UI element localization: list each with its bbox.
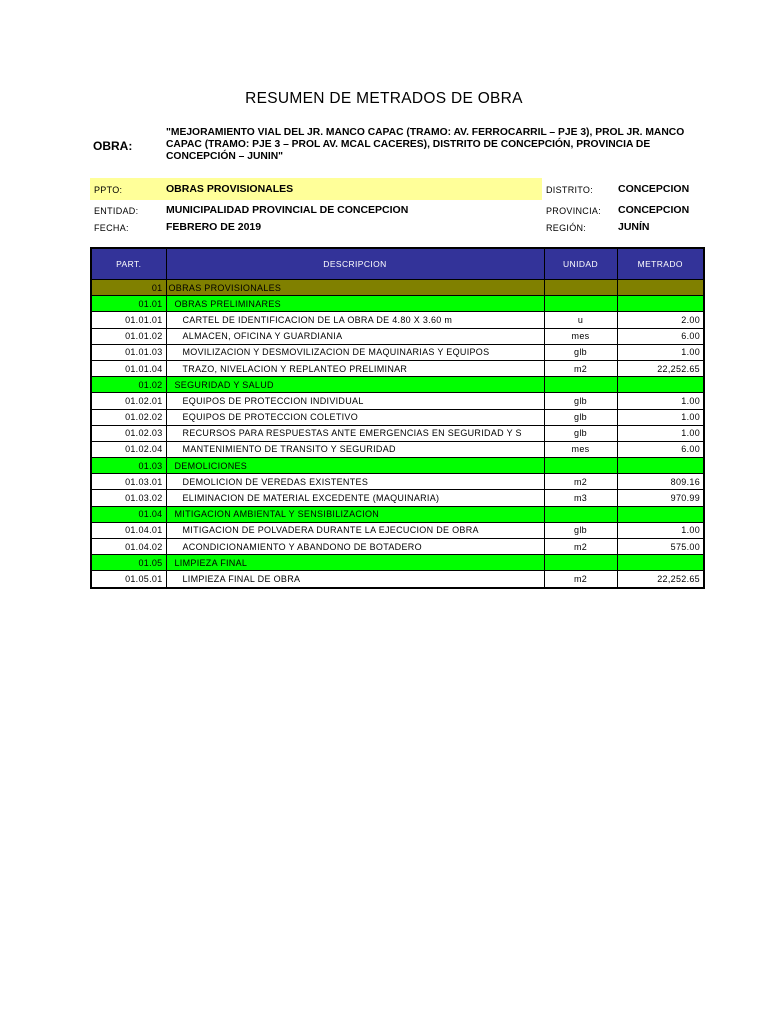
metrado-cell: 1.00 (617, 409, 704, 425)
table-row (91, 571, 704, 588)
unit-cell: m2 (544, 474, 617, 490)
col-header-metrado: METRADO (617, 248, 704, 280)
part-cell: 01.01.04 (91, 360, 166, 376)
table-subtitle-row (91, 506, 704, 522)
part-cell: 01 (91, 280, 166, 296)
unit-cell: glb (544, 393, 617, 409)
part-cell: 01.04.02 (91, 539, 166, 555)
table-subtitle-row (91, 458, 704, 474)
distrito-label: DISTRITO: (546, 185, 594, 195)
unit-cell: m2 (544, 539, 617, 555)
metrado-cell: 1.00 (617, 522, 704, 538)
ppto-highlight (90, 178, 542, 200)
unit-cell (544, 296, 617, 312)
part-cell: 01.05.01 (91, 571, 166, 588)
metrados-table (90, 247, 705, 589)
page-title: RESUMEN DE METRADOS DE OBRA (245, 90, 523, 107)
metrado-cell: 809.16 (617, 474, 704, 490)
obra-description: "MEJORAMIENTO VIAL DEL JR. MANCO CAPAC (TRAMO: AV. FERROCARRIL – PJE 3), PROL JR. MANCO CAPAC (TRAMO: PJE 3 – PROL AV. MCAL CACERES), DISTRITO DE CONCEPCIÓN, PROVINCIA DE CONCEPCIÓN – JUNIN" (166, 127, 685, 162)
distrito-value: CONCEPCION (618, 183, 690, 195)
unit-cell: glb (544, 425, 617, 441)
metrado-cell: 1.00 (617, 425, 704, 441)
table-row (91, 522, 704, 538)
description-cell: EQUIPOS DE PROTECCION INDIVIDUAL (166, 393, 544, 409)
fecha-value: FEBRERO DE 2019 (166, 221, 262, 233)
description-cell: MITIGACION AMBIENTAL Y SENSIBILIZACION (166, 506, 544, 522)
metrado-cell: 6.00 (617, 328, 704, 344)
unit-cell: mes (544, 441, 617, 457)
table-row (91, 328, 704, 344)
description-cell: OBRAS PRELIMINARES (166, 296, 544, 312)
table-row (91, 539, 704, 555)
part-cell: 01.01.03 (91, 344, 166, 360)
table-row (91, 393, 704, 409)
description-cell: LIMPIEZA FINAL DE OBRA (166, 571, 544, 588)
description-cell: ACONDICIONAMIENTO Y ABANDONO DE BOTADERO (166, 539, 544, 555)
unit-cell: mes (544, 328, 617, 344)
unit-cell (544, 458, 617, 474)
metrado-cell: 1.00 (617, 344, 704, 360)
metrado-cell (617, 555, 704, 571)
description-cell: OBRAS PROVISIONALES (166, 280, 544, 296)
part-cell: 01.02 (91, 377, 166, 393)
description-cell: LIMPIEZA FINAL (166, 555, 544, 571)
col-header-unidad: UNIDAD (544, 248, 617, 280)
metrado-cell: 22,252.65 (617, 360, 704, 376)
table-row (91, 425, 704, 441)
fecha-label: FECHA: (94, 223, 129, 233)
table-header-row (91, 248, 704, 280)
unit-cell: m3 (544, 490, 617, 506)
table-row (91, 490, 704, 506)
description-cell: DEMOLICION DE VEREDAS EXISTENTES (166, 474, 544, 490)
description-cell: MANTENIMIENTO DE TRANSITO Y SEGURIDAD (166, 441, 544, 457)
part-cell: 01.03.01 (91, 474, 166, 490)
part-cell: 01.05 (91, 555, 166, 571)
description-cell: EQUIPOS DE PROTECCION COLETIVO (166, 409, 544, 425)
description-cell: CARTEL DE IDENTIFICACION DE LA OBRA DE 4.80 X 3.60 m (166, 312, 544, 328)
part-cell: 01.04 (91, 506, 166, 522)
ppto-label: PPTO: (94, 185, 123, 195)
metrado-cell: 6.00 (617, 441, 704, 457)
table-body (91, 280, 704, 588)
unit-cell: u (544, 312, 617, 328)
provincia-label: PROVINCIA: (546, 206, 602, 216)
unit-cell: m2 (544, 360, 617, 376)
description-cell: SEGURIDAD Y SALUD (166, 377, 544, 393)
metrado-cell: 970.99 (617, 490, 704, 506)
metrado-cell: 2.00 (617, 312, 704, 328)
obra-label: OBRA: (93, 139, 133, 153)
metrado-cell (617, 506, 704, 522)
col-header-part: PART. (91, 248, 166, 280)
region-value: JUNÍN (618, 221, 650, 233)
description-cell: MOVILIZACION Y DESMOVILIZACION DE MAQUINARIAS Y EQUIPOS (166, 344, 544, 360)
unit-cell: m2 (544, 571, 617, 588)
metrado-cell (617, 296, 704, 312)
part-cell: 01.04.01 (91, 522, 166, 538)
table-row (91, 474, 704, 490)
part-cell: 01.01.01 (91, 312, 166, 328)
unit-cell (544, 377, 617, 393)
part-cell: 01.02.04 (91, 441, 166, 457)
col-header-descripcion: DESCRIPCION (166, 248, 544, 280)
description-cell: RECURSOS PARA RESPUESTAS ANTE EMERGENCIAS EN SEGURIDAD Y S (166, 425, 544, 441)
unit-cell: glb (544, 344, 617, 360)
unit-cell (544, 506, 617, 522)
part-cell: 01.02.02 (91, 409, 166, 425)
description-cell: MITIGACION DE POLVADERA DURANTE LA EJECUCION DE OBRA (166, 522, 544, 538)
table-title-row (91, 280, 704, 296)
metrado-cell: 22,252.65 (617, 571, 704, 588)
provincia-value: CONCEPCION (618, 204, 690, 216)
table-subtitle-row (91, 377, 704, 393)
table-subtitle-row (91, 296, 704, 312)
description-cell: ALMACEN, OFICINA Y GUARDIANIA (166, 328, 544, 344)
unit-cell (544, 280, 617, 296)
table-row (91, 360, 704, 376)
metrado-cell: 1.00 (617, 393, 704, 409)
part-cell: 01.02.03 (91, 425, 166, 441)
metrado-cell (617, 458, 704, 474)
part-cell: 01.03.02 (91, 490, 166, 506)
description-cell: ELIMINACION DE MATERIAL EXCEDENTE (MAQUINARIA) (166, 490, 544, 506)
entidad-label: ENTIDAD: (94, 206, 139, 216)
metrado-cell: 575.00 (617, 539, 704, 555)
table-row (91, 312, 704, 328)
part-cell: 01.01 (91, 296, 166, 312)
unit-cell: glb (544, 522, 617, 538)
table-subtitle-row (91, 555, 704, 571)
unit-cell (544, 555, 617, 571)
description-cell: TRAZO, NIVELACION Y REPLANTEO PRELIMINAR (166, 360, 544, 376)
metrado-cell (617, 377, 704, 393)
table-row (91, 441, 704, 457)
part-cell: 01.03 (91, 458, 166, 474)
part-cell: 01.01.02 (91, 328, 166, 344)
table-row (91, 344, 704, 360)
ppto-value: OBRAS PROVISIONALES (166, 183, 294, 195)
metrado-cell (617, 280, 704, 296)
part-cell: 01.02.01 (91, 393, 166, 409)
table-row (91, 409, 704, 425)
description-cell: DEMOLICIONES (166, 458, 544, 474)
entidad-value: MUNICIPALIDAD PROVINCIAL DE CONCEPCION (166, 204, 409, 216)
unit-cell: glb (544, 409, 617, 425)
region-label: REGIÓN: (546, 223, 587, 233)
